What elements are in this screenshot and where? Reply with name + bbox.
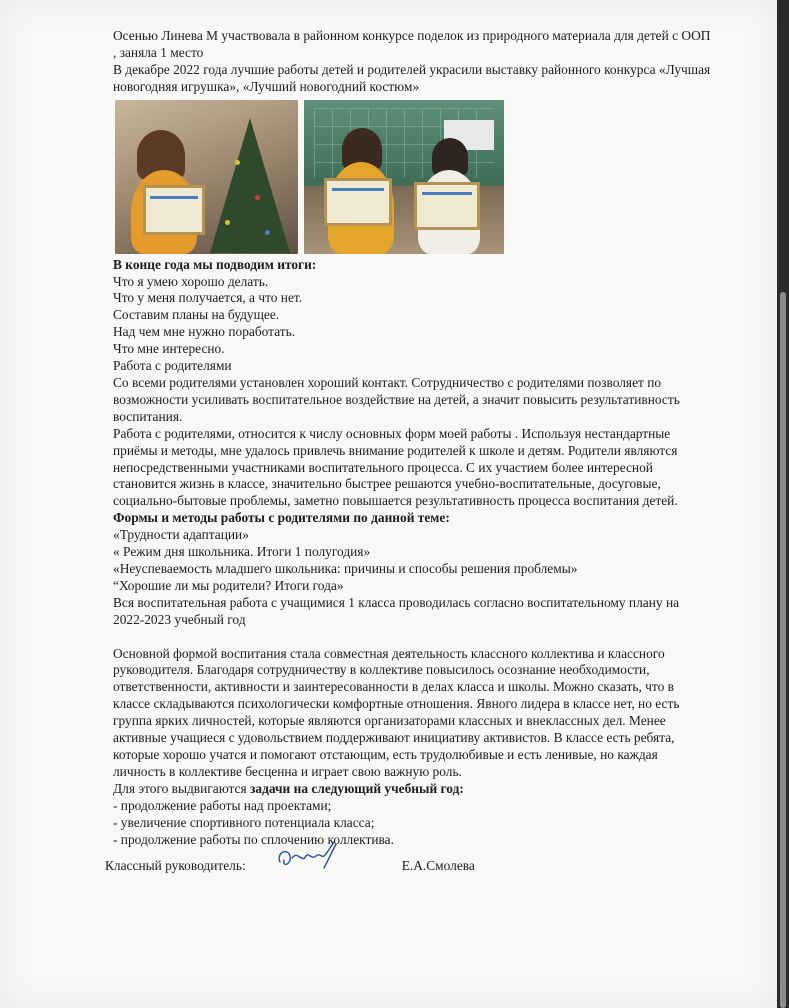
tasks-item: - продолжение работы над проектами;: [113, 797, 332, 813]
forms-heading: Формы и методы работы с родителями по данной теме:: [113, 510, 450, 526]
results-item: Что у меня получается, а что нет.: [113, 290, 303, 306]
signature-role: Классный руководитель:: [105, 857, 246, 873]
tasks-item: - увеличение спортивного потенциала класса;: [113, 814, 375, 830]
christmas-tree-shape: [210, 118, 290, 253]
results-item: Над чем мне нужно поработать.: [113, 324, 296, 340]
forms-item: «Трудности адаптации»: [113, 527, 249, 543]
photo-girl-with-tree: [115, 100, 298, 254]
results-heading: В конце года мы подводим итоги:: [113, 256, 317, 272]
tasks-prefix: Для этого выдвигаются: [113, 780, 250, 796]
main-paragraph: Основной формой воспитания стала совместная деятельность классного коллектива и классного руководителя. Благодаря сотрудничеству в коллективе повысилось осознание необходимости, ответственности, активности и заинтересованности в делах класса и школы. Можно сказать, что в классе складываются психологически комфортные отношения. Явного лидера в классе нет, но есть группа ярких личностей, которые являются организаторами классных и внеклассных дел. Менее активные учащиеся с удовольствием поддерживают инициативу активистов. В классе есть ребята, которые хорошо учатся и помогают отстающим, есть трудолюбивые и есть ленивые, но каждая личность в коллективе бесценна и играет свою важную роль.: [113, 645, 680, 779]
plan-paragraph: Вся воспитательная работа с учащимися 1 класса проводилась согласно воспитательному плану на 2022-2023 учебный год: [113, 594, 680, 627]
tasks-heading: задачи на следующий учебный год:: [250, 780, 464, 796]
certificate-3: [414, 182, 480, 230]
results-item: Что мне интересно.: [113, 341, 225, 357]
tasks-item: - продолжение работы по сплочению коллектива.: [113, 831, 394, 847]
parents-paragraph-1: Со всеми родителями установлен хороший контакт. Сотрудничество с родителями позволяет по возможности усиливать воспитательное воздействие на детей, а значит повысить результативность воспитания.: [113, 374, 680, 424]
parents-paragraph-2: Работа с родителями, относится к числу основных форм моей работы . Используя нестандартные приёмы и методы, мне удалось привлечь внимание родителей к школе и детям. Родители являются непосредственными участниками воспитательного процесса. С их участием более интересной становится жизнь в классе, значительно быстрее решаются учебно-воспитательные, досуговые, социально-бытовые проблемы, заметно повышается результативность процесса воспитания детей.: [113, 425, 678, 509]
photo-two-children: [304, 100, 504, 254]
tasks-intro: [113, 781, 713, 798]
photo-strip: [115, 100, 713, 256]
vertical-scrollbar[interactable]: [777, 0, 789, 1008]
handwritten-signature: [274, 838, 344, 874]
signature-row: [105, 848, 713, 874]
certificate-2: [324, 178, 392, 226]
results-item: Работа с родителями: [113, 358, 232, 374]
forms-item: “Хорошие ли мы родители? Итоги года»: [113, 577, 344, 593]
intro-paragraph-2: В декабре 2022 года лучшие работы детей и родителей украсили выставку районного конкурса «Лучшая новогодняя игрушка», «Лучший новогодний костюм»: [113, 61, 711, 94]
signature-name: Е.А.Смолева: [401, 857, 475, 873]
results-item: Что я умею хорошо делать.: [113, 273, 269, 289]
forms-item: «Неуспеваемость младшего школьника: причины и способы решения проблемы»: [113, 560, 578, 576]
intro-paragraph-1: Осенью Линева М участвовала в районном конкурсе поделок из природного материала для детей с ООП , заняла 1 место: [113, 28, 711, 60]
certificate-1: [143, 185, 205, 235]
results-item: Составим планы на будущее.: [113, 307, 280, 323]
scrollbar-thumb[interactable]: [780, 292, 786, 1008]
document-content: [105, 28, 713, 874]
forms-item: « Режим дня школьника. Итоги 1 полугодия»: [113, 544, 371, 560]
